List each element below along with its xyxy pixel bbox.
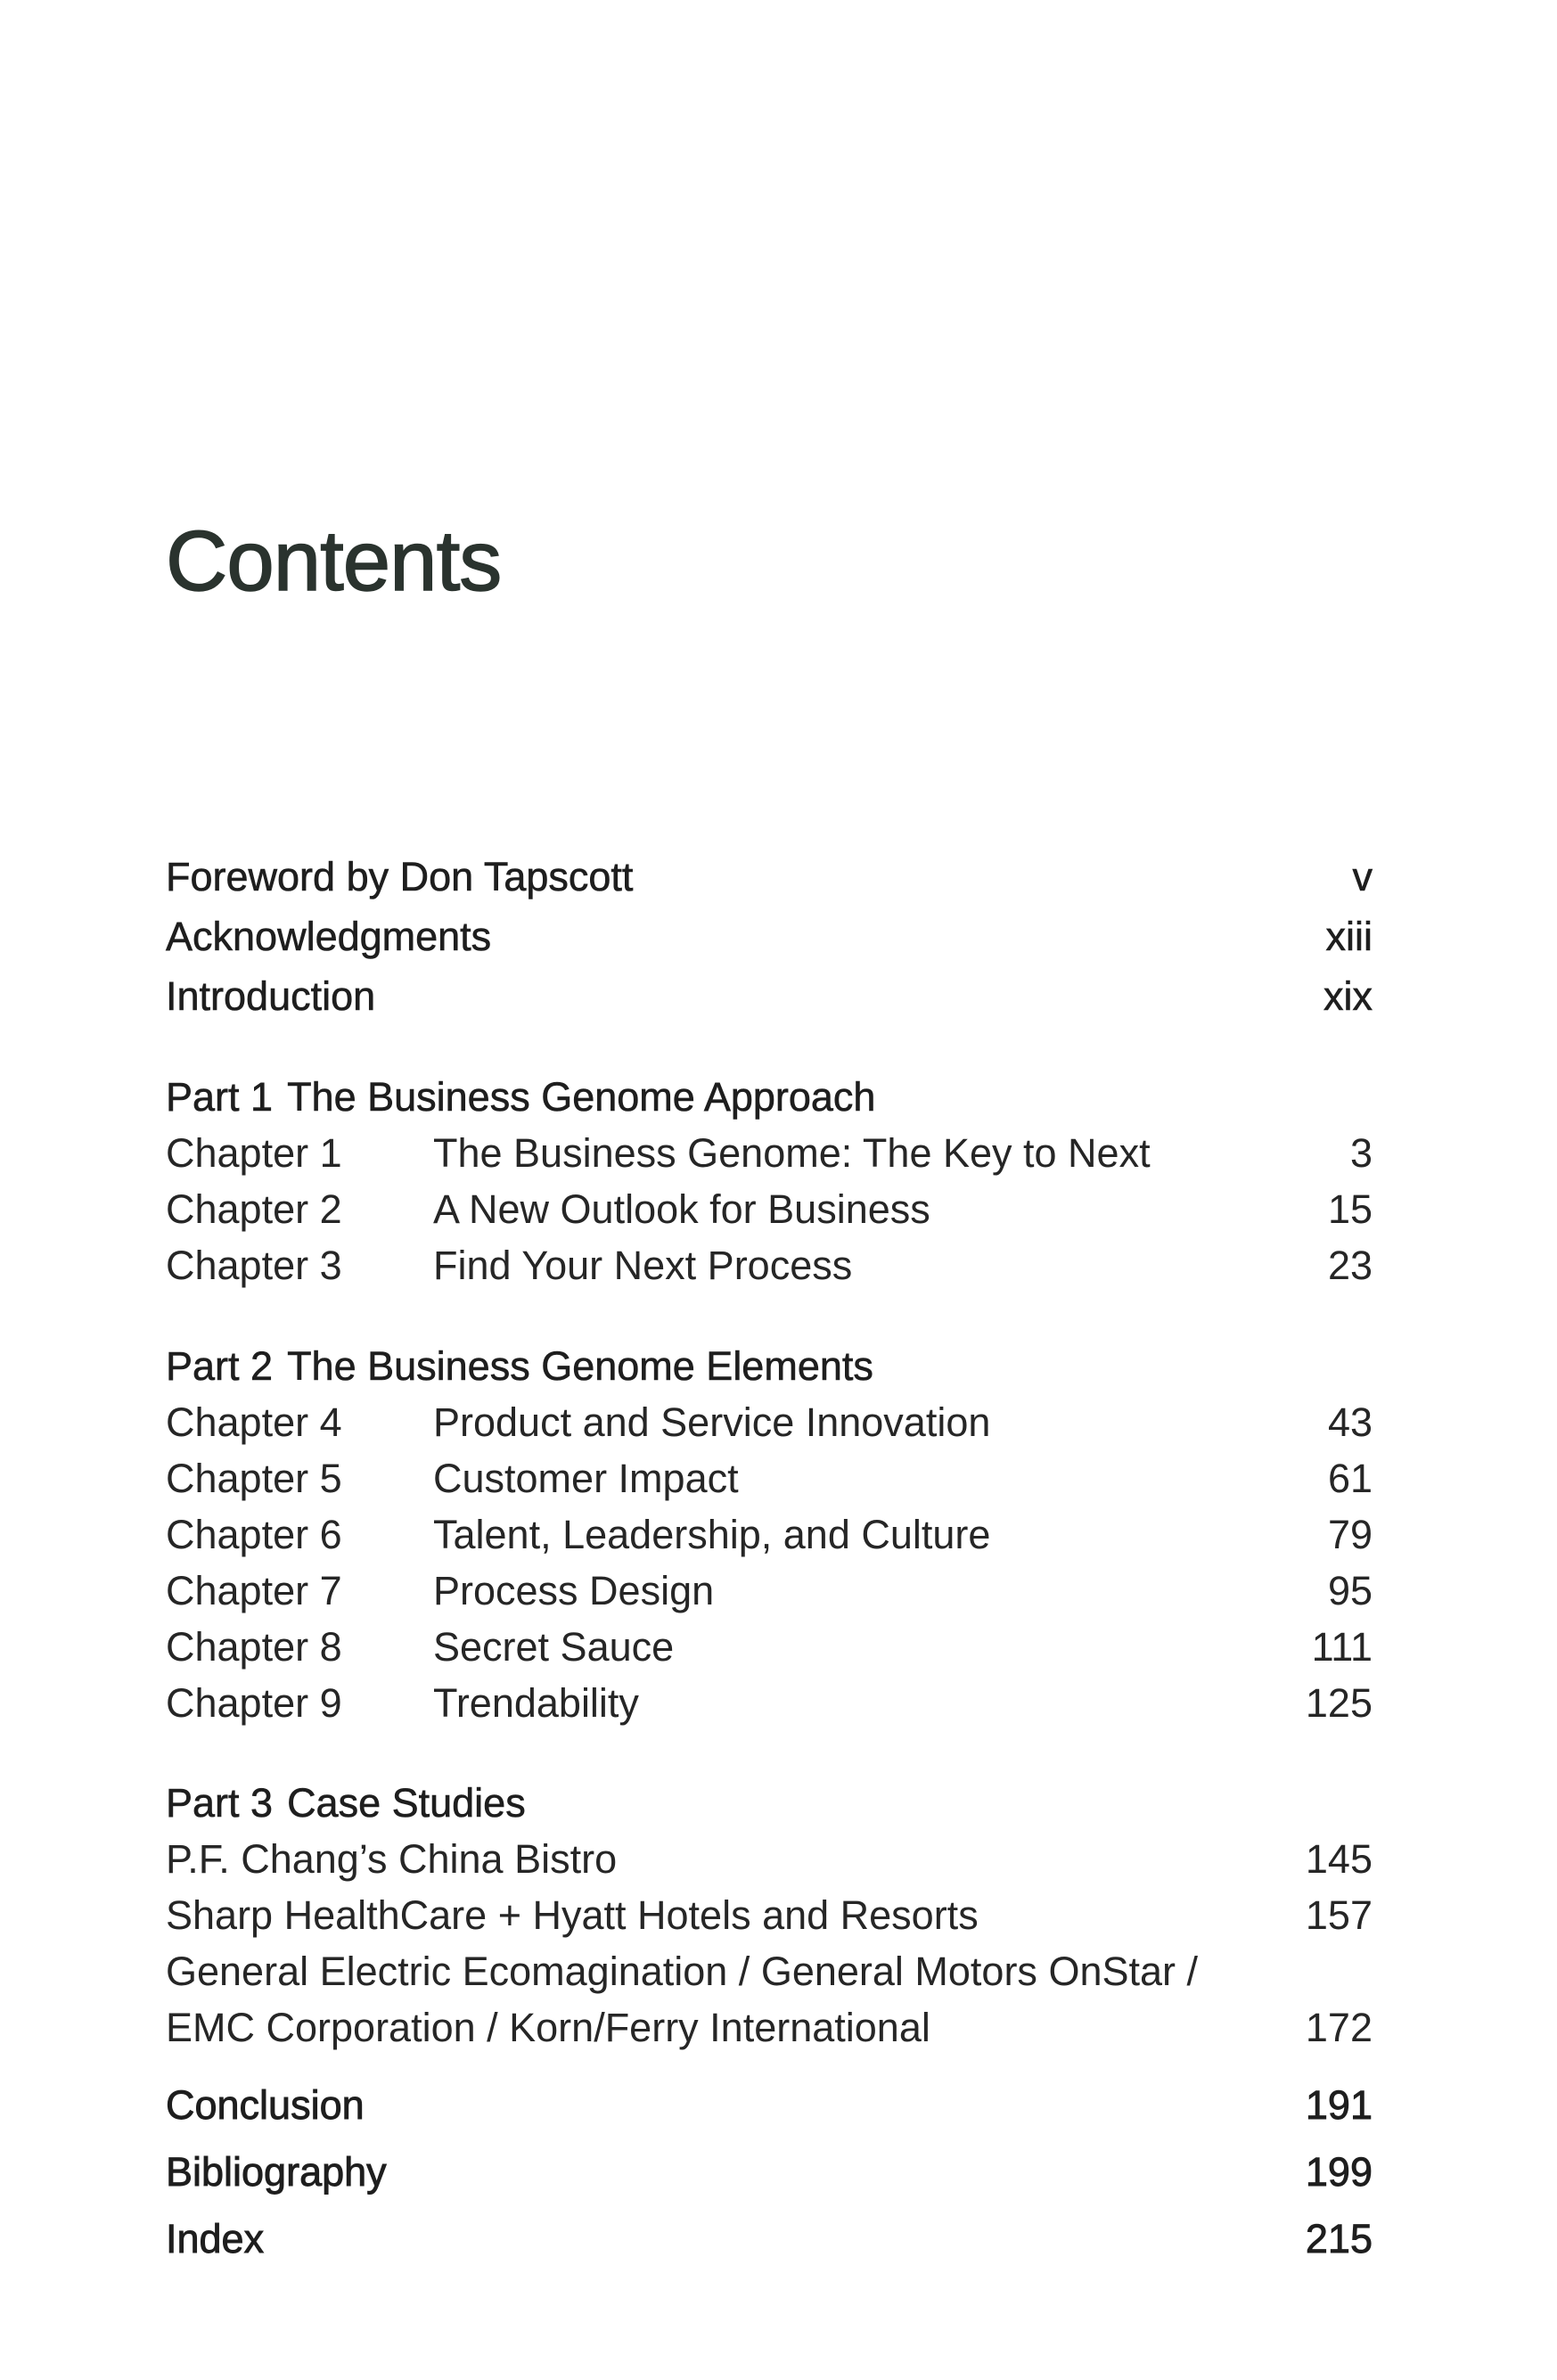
toc-entry-bibliography[interactable] xyxy=(166,2148,1373,2196)
toc-case-study-3-line-1[interactable] xyxy=(166,1948,1373,1996)
toc-entry-label: Conclusion xyxy=(166,2082,365,2128)
toc-entry-acknowledgments[interactable] xyxy=(166,913,1373,961)
chapter-label: Chapter 3 xyxy=(166,1243,342,1288)
part-heading-2 xyxy=(166,1342,1373,1391)
toc-case-study-3-line-2[interactable] xyxy=(166,2004,1373,2052)
chapter-page: 15 xyxy=(1327,1186,1373,1232)
chapter-title: Secret Sauce xyxy=(433,1624,675,1670)
page-title: Contents xyxy=(166,513,502,609)
chapter-title: Product and Service Innovation xyxy=(433,1399,991,1445)
toc-entry-label: Index xyxy=(166,2216,265,2261)
toc-entry-introduction[interactable] xyxy=(166,973,1373,1021)
toc-entry-page: xix xyxy=(1323,973,1373,1019)
chapter-page: 23 xyxy=(1327,1243,1373,1288)
part-title: Case Studies xyxy=(287,1780,526,1826)
part-title: The Business Genome Elements xyxy=(287,1343,873,1389)
toc-case-study-2[interactable] xyxy=(166,1892,1373,1940)
toc-chapter-8[interactable] xyxy=(166,1623,1373,1671)
chapter-page: 95 xyxy=(1327,1568,1373,1613)
toc-entry-label: Bibliography xyxy=(166,2149,387,2195)
chapter-page: 43 xyxy=(1327,1399,1373,1445)
toc-entry-label: Acknowledgments xyxy=(166,914,492,959)
toc-entry-label: Introduction xyxy=(166,973,376,1019)
chapter-title: Customer Impact xyxy=(433,1456,739,1501)
chapter-title: Trendability xyxy=(433,1680,639,1726)
toc-entry-page: 215 xyxy=(1305,2216,1373,2261)
toc-chapter-7[interactable] xyxy=(166,1567,1373,1615)
chapter-label: Chapter 8 xyxy=(166,1624,342,1670)
chapter-label: Chapter 6 xyxy=(166,1512,342,1557)
case-study-page: 172 xyxy=(1305,2005,1373,2050)
case-study-title: General Electric Ecomagination / General Motors OnStar / xyxy=(166,1949,1199,1994)
chapter-page: 79 xyxy=(1327,1512,1373,1557)
toc-chapter-5[interactable] xyxy=(166,1455,1373,1503)
toc-entry-index[interactable] xyxy=(166,2215,1373,2263)
chapter-label: Chapter 9 xyxy=(166,1680,342,1726)
toc-entry-page: v xyxy=(1352,854,1373,899)
part-title: The Business Genome Approach xyxy=(287,1074,876,1120)
chapter-title: Talent, Leadership, and Culture xyxy=(433,1512,991,1557)
toc-entry-page: xiii xyxy=(1325,914,1373,959)
contents-page xyxy=(166,0,1373,2380)
toc-chapter-9[interactable] xyxy=(166,1679,1373,1728)
case-study-title: P.F. Chang’s China Bistro xyxy=(166,1836,618,1882)
chapter-label: Chapter 2 xyxy=(166,1186,342,1232)
chapter-label: Chapter 4 xyxy=(166,1399,342,1445)
case-study-page: 145 xyxy=(1305,1836,1373,1882)
part-number: Part 3 xyxy=(166,1780,274,1826)
chapter-page: 111 xyxy=(1311,1624,1373,1670)
toc-entry-page: 199 xyxy=(1305,2149,1373,2195)
toc-chapter-4[interactable] xyxy=(166,1399,1373,1447)
part-number: Part 2 xyxy=(166,1343,274,1389)
toc-entry-foreword[interactable] xyxy=(166,853,1373,901)
chapter-label: Chapter 7 xyxy=(166,1568,342,1613)
toc-chapter-1[interactable] xyxy=(166,1129,1373,1178)
case-study-page: 157 xyxy=(1305,1892,1373,1938)
chapter-title: Process Design xyxy=(433,1568,715,1613)
toc-entry-page: 191 xyxy=(1305,2082,1373,2128)
chapter-page: 61 xyxy=(1327,1456,1373,1501)
case-study-title: Sharp HealthCare + Hyatt Hotels and Resorts xyxy=(166,1892,979,1938)
case-study-title: EMC Corporation / Korn/Ferry International xyxy=(166,2005,930,2050)
part-heading-3 xyxy=(166,1779,1373,1827)
chapter-page: 3 xyxy=(1349,1130,1373,1176)
chapter-title: Find Your Next Process xyxy=(433,1243,853,1288)
toc-case-study-1[interactable] xyxy=(166,1835,1373,1883)
part-number: Part 1 xyxy=(166,1074,274,1120)
toc-chapter-6[interactable] xyxy=(166,1511,1373,1559)
chapter-label: Chapter 5 xyxy=(166,1456,342,1501)
toc-chapter-2[interactable] xyxy=(166,1186,1373,1234)
chapter-label: Chapter 1 xyxy=(166,1130,342,1176)
toc-entry-label: Foreword by Don Tapscott xyxy=(166,854,634,899)
chapter-title: The Business Genome: The Key to Next xyxy=(433,1130,1151,1176)
chapter-title: A New Outlook for Business xyxy=(433,1186,930,1232)
chapter-page: 125 xyxy=(1305,1680,1373,1726)
part-heading-1 xyxy=(166,1073,1373,1121)
toc-entry-conclusion[interactable] xyxy=(166,2081,1373,2130)
toc-chapter-3[interactable] xyxy=(166,1242,1373,1290)
